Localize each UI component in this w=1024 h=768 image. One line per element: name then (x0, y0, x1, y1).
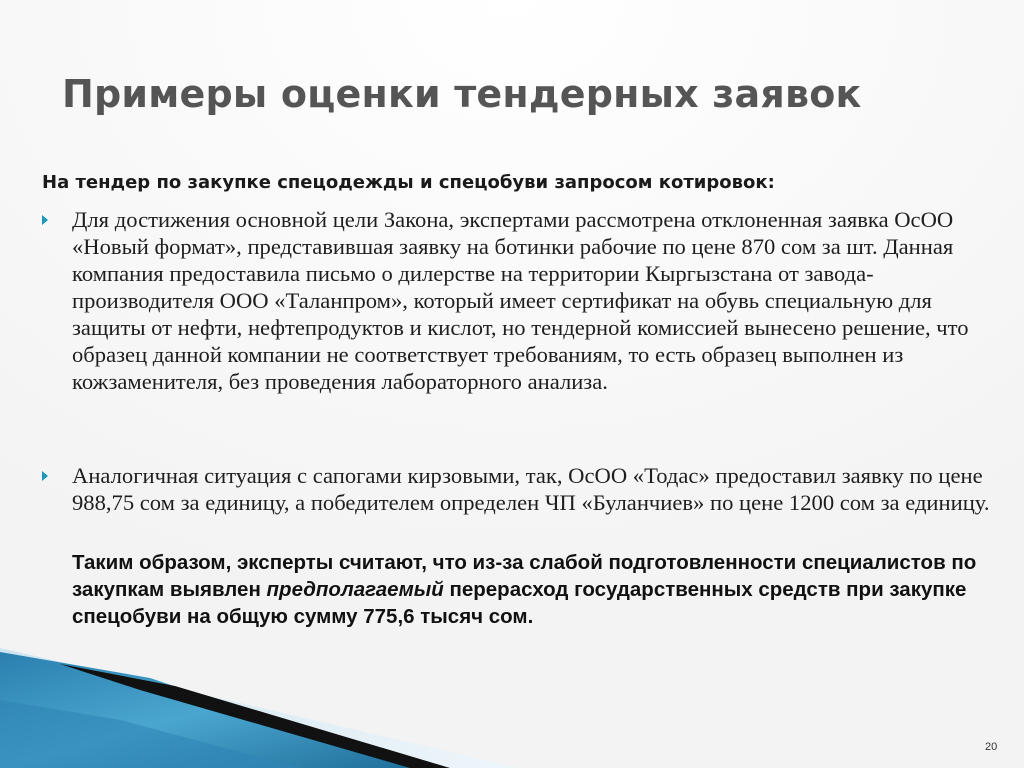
bullet-arrow-icon (42, 215, 48, 225)
page-number: 20 (985, 741, 998, 753)
bullet-arrow-icon (42, 471, 48, 481)
conclusion-italic-word: предполагаемый (266, 578, 444, 601)
slide-title: Примеры оценки тендерных заявок (62, 72, 862, 116)
conclusion-text-part1: Таким образом, эксперты считают, что из-за слабой подготовленности специалистов по закупкам выявлен (72, 551, 977, 601)
conclusion-paragraph (72, 549, 992, 630)
bullet-text: Для достижения основной цели Закона, экспертами рассмотрена отклоненная заявка ОсОО «Новый формат», представившая заявку на ботинки рабочие по цене 870 сом за шт. Данная компания предоставила письмо о дилерстве на территории Кыргызстана от завода-производителя ООО «Таланпром», который имеет сертификат на обувь специальную для защиты от нефти, нефтепродуктов и кислот, но тендерной комиссией вынесено решение, что образец данной компании не соответствует требованиям, то есть образец выполнен из кожзаменителя, без проведения лабораторного анализа. (72, 207, 969, 394)
bullet-item (72, 206, 992, 395)
conclusion-text-part2: перерасход государственных средств при закупке спецобуви на общую сумму 775,6 тысяч сом. (72, 578, 967, 628)
bullet-text: Аналогичная ситуация с сапогами кирзовыми, так, ОсОО «Тодас» предоставил заявку по цене 988,75 сом за единицу, а победителем определен ЧП «Буланчиев» по цене 1200 сом за единицу. (72, 463, 990, 515)
slide-subtitle: На тендер по закупке спецодежды и спецобуви запросом котировок: (42, 172, 775, 193)
bullet-item (72, 462, 992, 516)
